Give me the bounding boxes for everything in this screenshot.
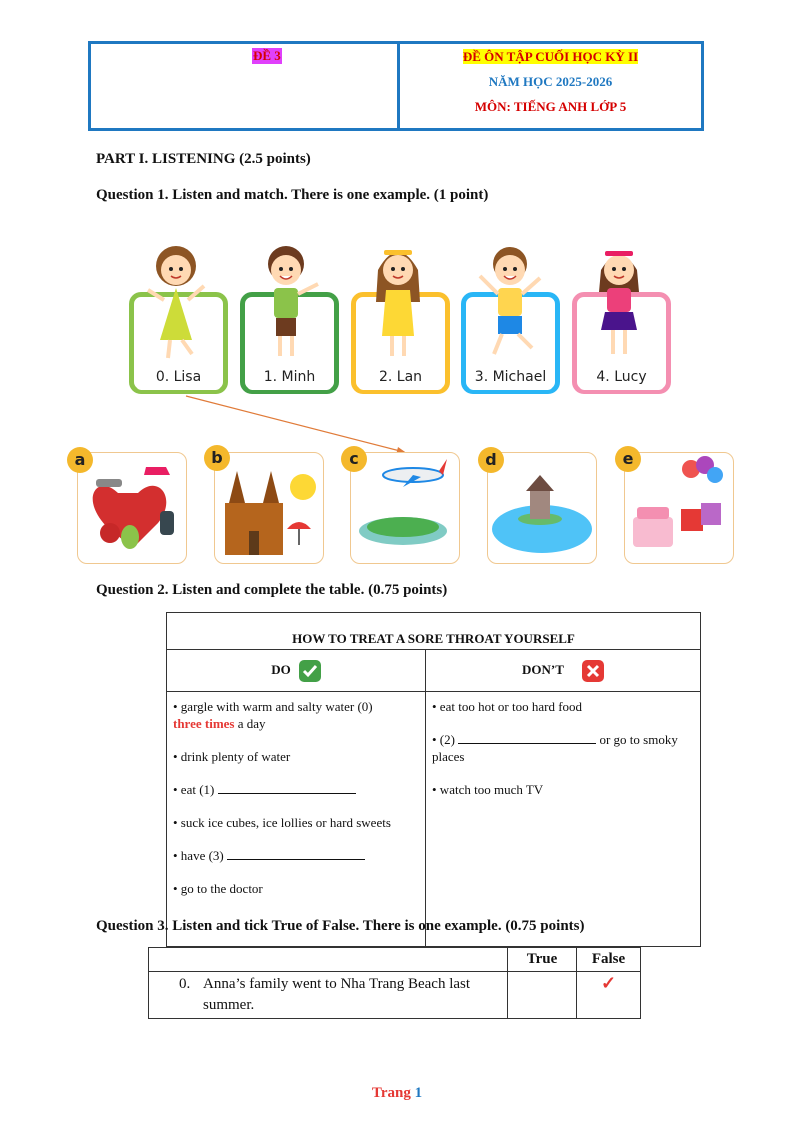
part1-heading: PART I. LISTENING (2.5 points): [96, 151, 311, 167]
statement-header: [149, 948, 508, 972]
cathedral-weather-icon: [215, 453, 322, 562]
do-header: [167, 650, 426, 692]
answer-blank-1[interactable]: [218, 781, 356, 794]
picture-letter-a: a: [67, 447, 93, 473]
kid-label-michael: 3. Michael: [468, 365, 553, 390]
exam-title: ĐỀ ÔN TẬP CUỐI HỌC KỲ II: [462, 49, 639, 64]
picture-card-b: [214, 452, 324, 564]
false-cell-0[interactable]: [577, 972, 641, 1019]
do-label: DO: [271, 661, 291, 677]
statement-text: Anna’s family went to Nha Trang Beach last summer.: [203, 976, 471, 1013]
picture-card-a: [77, 452, 187, 564]
answer-blank-2[interactable]: [458, 731, 596, 744]
dont-label: DON’T: [522, 661, 564, 677]
school-year: NĂM HỌC 2025-2026: [488, 74, 613, 89]
exam-code: ĐỀ 3: [253, 48, 281, 63]
kid-label-minh: 1. Minh: [247, 365, 332, 390]
picture-letter-b: b: [204, 445, 230, 471]
birthday-party-icon: [625, 453, 732, 562]
sore-throat-table: [166, 612, 701, 947]
answer-blank-3[interactable]: [227, 847, 365, 860]
picture-letter-e: e: [615, 446, 641, 472]
picture-letter-c: c: [341, 446, 367, 472]
example-match-line: [0, 0, 794, 470]
table-title: HOW TO TREAT A SORE THROAT YOURSELF: [167, 613, 701, 650]
do-column: [167, 692, 426, 947]
do-item-4: • have (3): [173, 847, 419, 864]
subject: MÔN: TIẾNG ANH LỚP 5: [474, 99, 627, 114]
kid-label-lan: 2. Lan: [358, 365, 443, 390]
statement-0: [149, 972, 508, 1019]
do-item-3: • suck ice cubes, ice lollies or hard sweets: [173, 815, 391, 830]
kid-label-lucy: 4. Lucy: [579, 365, 664, 390]
cross-icon: [582, 660, 604, 682]
do-item-1: • drink plenty of water: [173, 749, 291, 764]
dont-item-0: • eat too hot or too hard food: [432, 699, 583, 714]
plane-island-icon: [351, 453, 458, 562]
page-number: 1: [414, 1085, 423, 1101]
q2-heading: Question 2. Listen and complete the table. (0.75 points): [96, 582, 448, 598]
do-item-2: • eat (1): [173, 781, 419, 798]
true-cell-0[interactable]: [508, 972, 577, 1019]
check-icon: [299, 660, 321, 682]
lake-tower-icon: [488, 453, 595, 562]
true-header: True: [508, 948, 577, 972]
picture-card-d: [487, 452, 597, 564]
true-false-table: [148, 947, 641, 1019]
q1-heading: Question 1. Listen and match. There is one example. (1 point): [96, 187, 489, 203]
dont-item-2: • watch too much TV: [432, 782, 544, 797]
q3-heading: Question 3. Listen and tick True of False. There is one example. (0.75 points): [96, 918, 585, 934]
statement-number: 0.: [179, 976, 191, 992]
kid-label-lisa: 0. Lisa: [136, 365, 221, 390]
page-footer: [0, 1085, 794, 1102]
dont-header: [426, 650, 701, 692]
page-word: Trang: [371, 1085, 411, 1101]
false-header: False: [577, 948, 641, 972]
tick-icon: ✓: [600, 973, 617, 993]
health-fitness-icon: [78, 453, 185, 562]
do-item-5: • go to the doctor: [173, 881, 263, 896]
picture-letter-d: d: [478, 447, 504, 473]
picture-card-e: [624, 452, 734, 564]
dont-column: [426, 692, 701, 947]
dont-item-1: • (2) or go to smoky places: [432, 732, 678, 764]
picture-card-c: [350, 452, 460, 564]
example-answer: three times: [173, 716, 235, 731]
do-item-0: • gargle with warm and salty water (0) three times a day: [173, 699, 373, 731]
